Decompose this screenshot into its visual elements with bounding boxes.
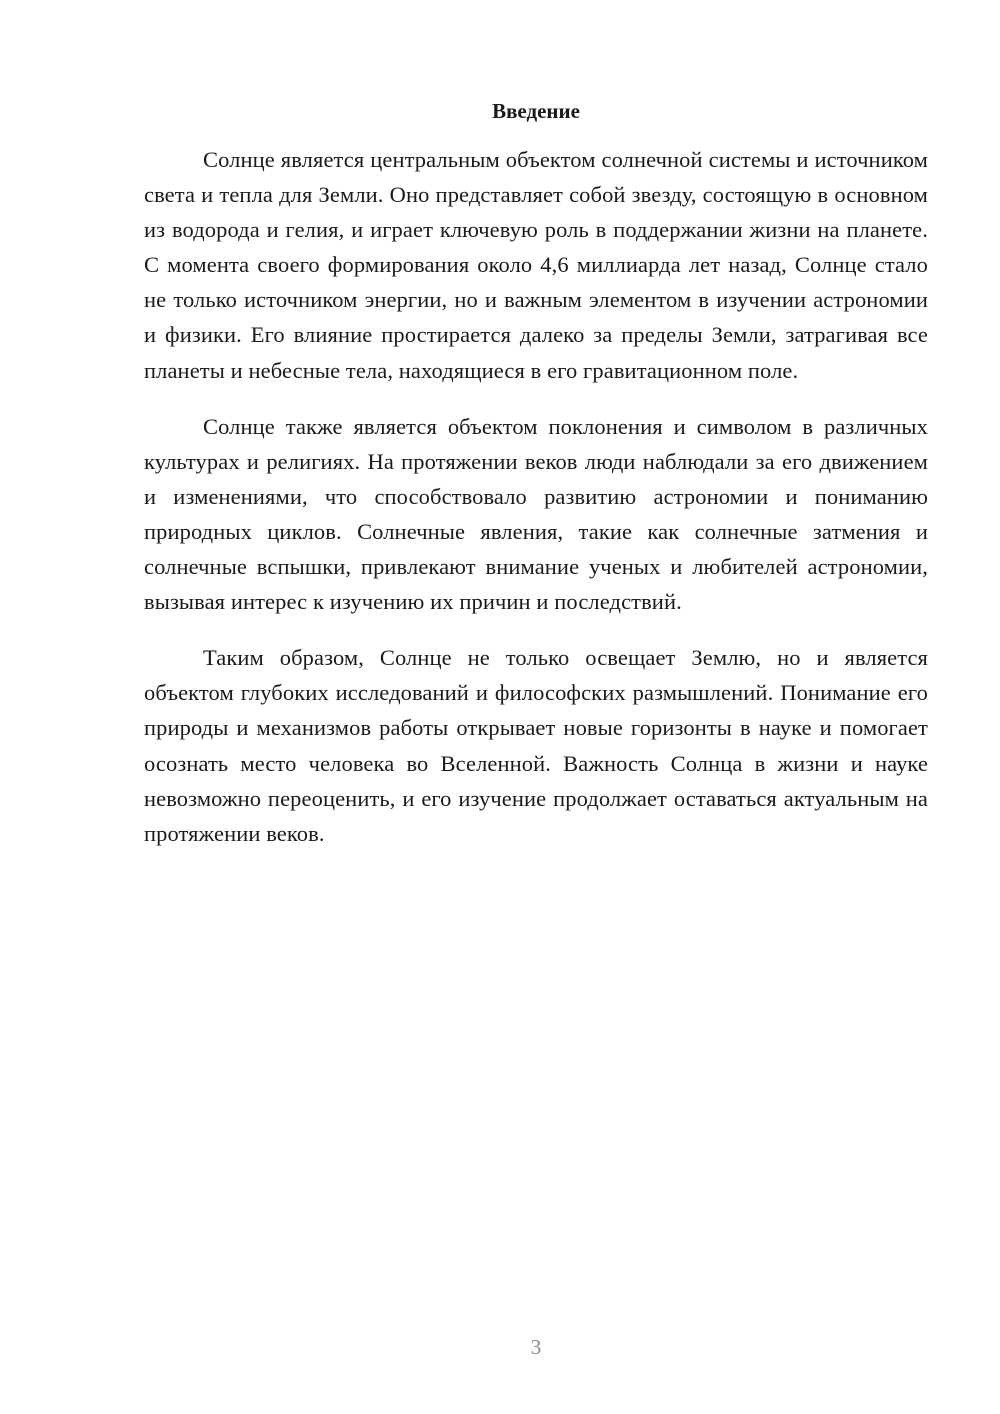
body-text bbox=[144, 142, 928, 851]
page-number: 3 bbox=[530, 1335, 542, 1359]
paragraph-3: Таким образом, Солнце не только освещает Землю, но и является объектом глубоких исследований и философских размышлений. Понимание его природы и механизмов работы открывает новые горизонты в науке и помогает осознать место человека во Вселенной. Важность Солнца в жизни и науке невозможно переоценить, и его изучение продолжает оставаться актуальным на протяжении веков. bbox=[144, 645, 928, 846]
paragraph-2: Солнце также является объектом поклонения и символом в различных культурах и религиях. На протяжении веков люди наблюдали за его движением и изменениями, что способствовало развитию астрономии и пониманию природных циклов. Солнечные явления, такие как солнечные затмения и солнечные вспышки, привлекают внимание ученых и любителей астрономии, вызывая интерес к изучению их причин и последствий. bbox=[144, 413, 928, 615]
section-heading: Введение bbox=[492, 99, 580, 123]
paragraph-1: Солнце является центральным объектом солнечной системы и источником света и тепла для Земли. Оно представляет собой звезду, состоящую в основном из водорода и гелия, и играет ключевую роль в поддержании жизни на планете. С момента своего формирования около 4,6 миллиарда лет назад, Солнце стало не только источником энергии, но и важным элементом в изучении астрономии и физики. Его влияние простирается далеко за пределы Земли, затрагивая все планеты и небесные тела, находящиеся в его гравитационном поле. bbox=[144, 147, 928, 383]
